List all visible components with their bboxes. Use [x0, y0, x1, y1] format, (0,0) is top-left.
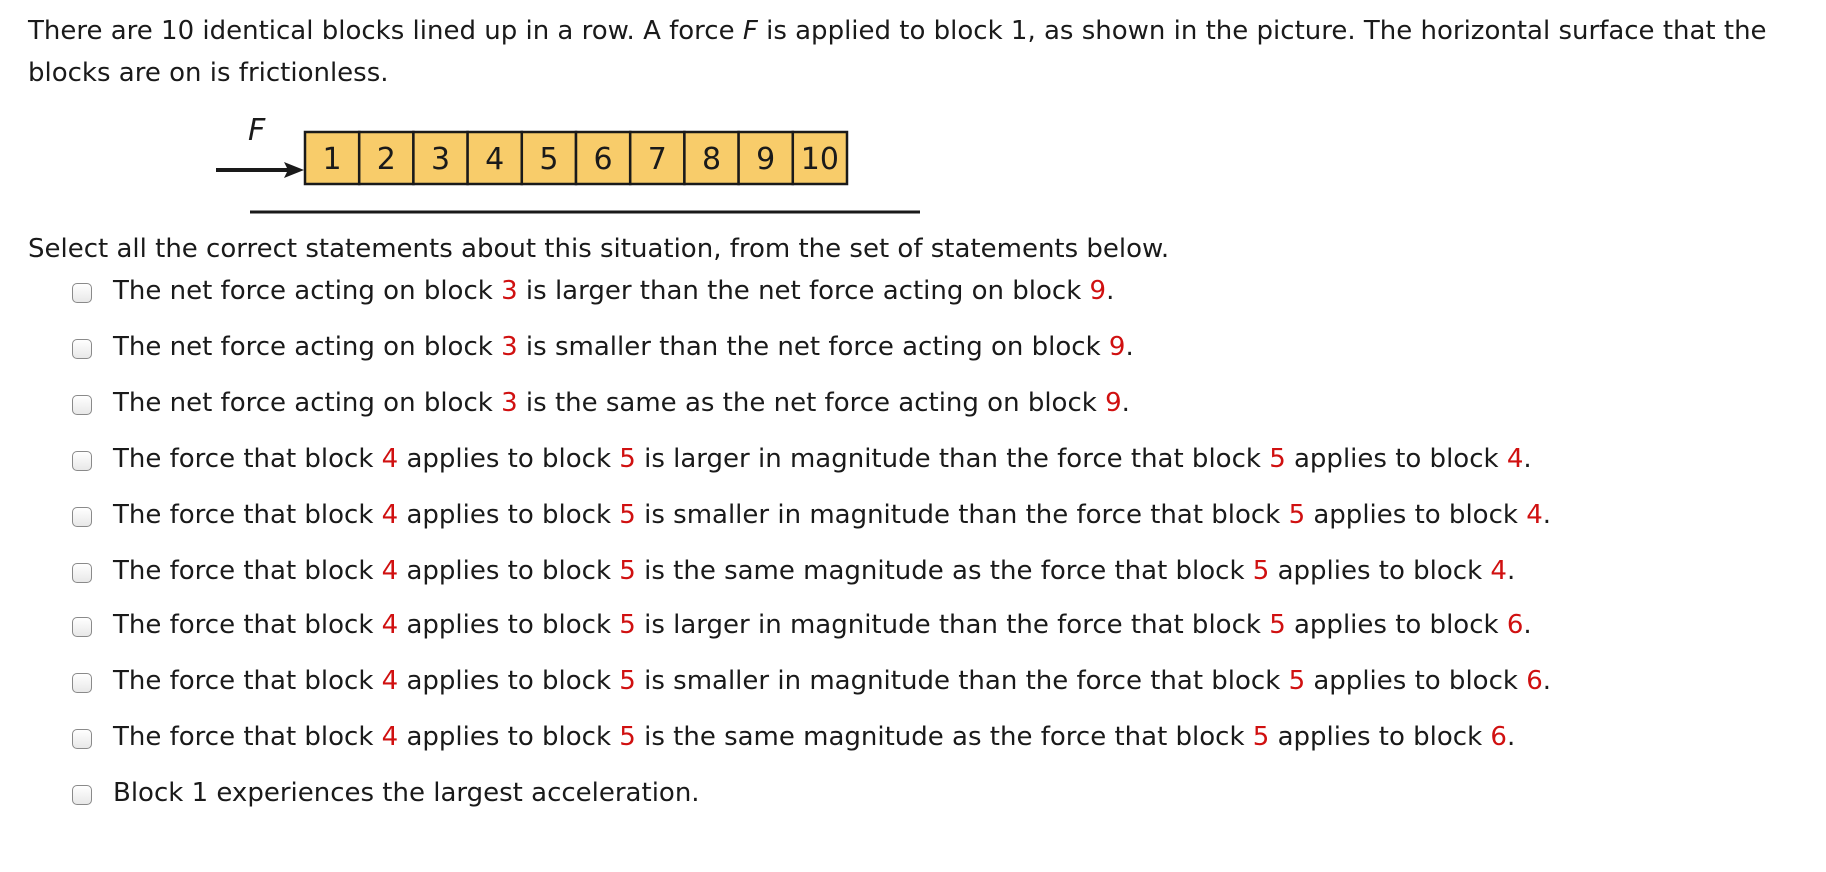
option-9-checkbox[interactable] — [72, 729, 92, 749]
option-text-segment: . — [1125, 332, 1134, 362]
highlighted-number: 4 — [381, 500, 399, 530]
highlighted-number: 9 — [1089, 276, 1107, 306]
highlighted-number: 5 — [619, 444, 636, 474]
highlighted-number: 5 — [619, 500, 636, 530]
option-text-segment: The net force acting on block — [113, 332, 502, 362]
question-prompt: Select all the correct statements about this situation, from the set of statements below. — [28, 234, 1170, 264]
option-text-segment: The force that block — [113, 610, 382, 640]
option-text-segment: is larger than the net force acting on block — [517, 276, 1090, 306]
option-text-segment: The net force acting on block — [113, 276, 502, 306]
highlighted-number: 5 — [1269, 444, 1286, 474]
option-text-segment: The net force acting on block — [113, 388, 502, 418]
option-text-segment: applies to block — [398, 444, 620, 474]
option-text-segment: . — [1542, 500, 1551, 530]
option-text-segment: . — [1506, 722, 1516, 752]
highlighted-number: 9 — [1108, 332, 1126, 362]
option-text-segment: applies to block — [1285, 444, 1507, 474]
highlighted-number: 5 — [619, 666, 636, 696]
option-5-checkbox[interactable] — [72, 507, 92, 527]
option-8-checkbox[interactable] — [72, 673, 92, 693]
option-text-segment: is the same magnitude as the force that block — [635, 722, 1253, 752]
option-7-label — [113, 605, 1532, 645]
block-1-label: 1 — [322, 142, 342, 177]
option-text-segment: applies to block — [398, 556, 620, 586]
option-text-segment: The force that block — [113, 500, 382, 530]
option-8-label — [113, 661, 1551, 701]
option-text-segment: applies to block — [398, 610, 620, 640]
option-9-label — [113, 717, 1515, 757]
highlighted-number: 5 — [619, 722, 636, 752]
blocks-figure — [248, 113, 1090, 214]
block-9-label: 9 — [756, 142, 776, 177]
problem-statement — [28, 10, 1808, 94]
blocks-row — [305, 132, 847, 184]
option-text-segment: is smaller in magnitude than the force that block — [635, 500, 1289, 530]
highlighted-number: 3 — [501, 332, 518, 362]
option-text-segment: is larger in magnitude than the force that block — [635, 610, 1270, 640]
highlighted-number: 6 — [1490, 722, 1507, 752]
highlighted-number: 5 — [1288, 500, 1306, 530]
option-6-checkbox[interactable] — [72, 563, 92, 583]
highlighted-number: 5 — [1252, 722, 1270, 752]
highlighted-number: 4 — [381, 556, 399, 586]
block-10-label: 10 — [800, 142, 839, 177]
highlighted-number: 4 — [1526, 500, 1543, 530]
option-text-segment: applies to block — [1269, 722, 1491, 752]
option-text-segment: . — [1121, 388, 1130, 418]
block-8-label: 8 — [701, 142, 722, 177]
option-10-label — [113, 773, 700, 813]
option-text-segment: applies to block — [398, 722, 620, 752]
option-text-segment: Block 1 experiences the largest acceleration. — [113, 778, 700, 808]
highlighted-number: 5 — [1288, 666, 1306, 696]
force-symbol: F — [742, 16, 758, 46]
intro-text-part2: is applied to block 1, as shown in the picture. The horizontal surface that the blocks are on is frictionless. — [28, 16, 1767, 88]
option-text-segment: applies to block — [1305, 500, 1527, 530]
option-3-checkbox[interactable] — [72, 395, 92, 415]
option-text-segment: The force that block — [113, 722, 382, 752]
option-6-label — [113, 551, 1515, 591]
highlighted-number: 4 — [381, 444, 399, 474]
highlighted-number: 4 — [381, 610, 399, 640]
option-text-segment: . — [1542, 666, 1551, 696]
block-2-label: 2 — [376, 142, 396, 177]
option-2-label — [113, 327, 1134, 367]
option-text-segment: The force that block — [113, 444, 382, 474]
option-text-segment: applies to block — [1285, 610, 1507, 640]
highlighted-number: 4 — [381, 722, 399, 752]
block-3-label: 3 — [430, 142, 451, 177]
option-text-segment: is larger in magnitude than the force that block — [635, 444, 1270, 474]
highlighted-number: 6 — [1506, 610, 1524, 640]
option-1-checkbox[interactable] — [72, 283, 92, 303]
intro-text-part1: There are 10 identical blocks lined up in a row. A force — [28, 16, 743, 46]
highlighted-number: 5 — [1269, 610, 1286, 640]
option-10-checkbox[interactable] — [72, 785, 92, 805]
highlighted-number: 6 — [1526, 666, 1543, 696]
option-text-segment: is smaller in magnitude than the force that block — [635, 666, 1289, 696]
option-text-segment: The force that block — [113, 556, 382, 586]
option-text-segment: is smaller than the net force acting on block — [517, 332, 1109, 362]
block-6-label: 6 — [593, 142, 613, 177]
option-3-label — [113, 383, 1130, 423]
block-5-label: 5 — [539, 142, 559, 177]
option-text-segment: . — [1506, 556, 1516, 586]
option-text-segment: applies to block — [398, 500, 620, 530]
blocks-diagram — [248, 113, 1090, 214]
option-text-segment: . — [1523, 610, 1532, 640]
option-text-segment: applies to block — [1269, 556, 1491, 586]
option-5-label — [113, 495, 1551, 535]
option-text-segment: is the same as the net force acting on block — [517, 388, 1106, 418]
option-text-segment: applies to block — [398, 666, 620, 696]
highlighted-number: 5 — [1252, 556, 1270, 586]
option-4-label — [113, 439, 1532, 479]
option-text-segment: The force that block — [113, 666, 382, 696]
highlighted-number: 5 — [619, 610, 636, 640]
highlighted-number: 5 — [619, 556, 636, 586]
option-text-segment: is the same magnitude as the force that block — [635, 556, 1253, 586]
block-4-label: 4 — [485, 142, 505, 177]
option-text-segment: . — [1523, 444, 1532, 474]
option-4-checkbox[interactable] — [72, 451, 92, 471]
option-text-segment: . — [1106, 276, 1115, 306]
highlighted-number: 4 — [381, 666, 399, 696]
force-label: F — [248, 113, 266, 148]
highlighted-number: 3 — [501, 276, 518, 306]
option-7-checkbox[interactable] — [72, 617, 92, 637]
highlighted-number: 3 — [501, 388, 518, 418]
option-2-checkbox[interactable] — [72, 339, 92, 359]
highlighted-number: 4 — [1506, 444, 1524, 474]
option-1-label — [113, 271, 1114, 311]
option-text-segment: applies to block — [1305, 666, 1527, 696]
highlighted-number: 9 — [1105, 388, 1122, 418]
block-7-label: 7 — [647, 142, 667, 177]
highlighted-number: 4 — [1490, 556, 1507, 586]
